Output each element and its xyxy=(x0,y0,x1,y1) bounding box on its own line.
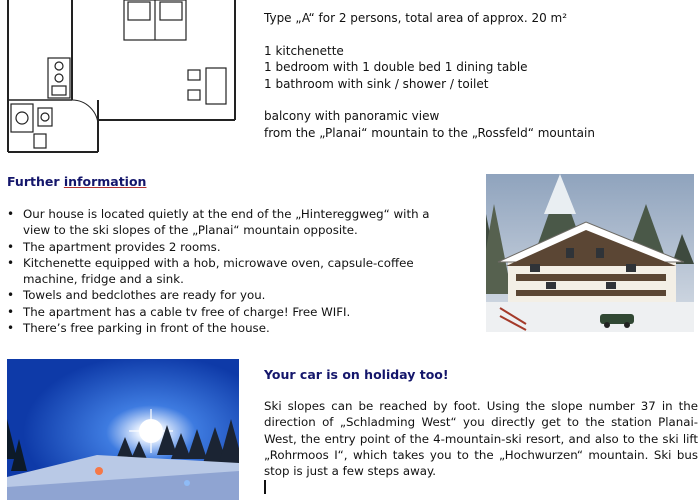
view-line: from the „Planai“ mountain to the „Rossfeld“ mountain xyxy=(264,125,595,140)
list-item: • There’s free parking in front of the house. xyxy=(7,320,447,336)
house-photo xyxy=(486,174,694,332)
further-information-list xyxy=(7,206,447,336)
heading-plain: Further xyxy=(7,174,64,189)
list-item: • Kitchenette equipped with a hob, microwave oven, capsule-coffee machine, fridge and a sink. xyxy=(7,255,447,288)
ski-slope-photo xyxy=(7,359,239,500)
list-item: • The apartment has a cable tv free of charge! Free WIFI. xyxy=(7,304,447,320)
apartment-description xyxy=(264,10,595,141)
room-item: 1 kitchenette xyxy=(264,43,344,58)
heading-underlined: information xyxy=(63,174,147,189)
room-item: 1 bedroom with 1 double bed 1 dining table xyxy=(264,60,528,74)
further-information-heading xyxy=(7,174,146,189)
list-item: • Our house is located quietly at the end of the „Hintereggweg“ with a view to the ski slopes of the „Planai“ mountain opposite. xyxy=(7,206,447,239)
list-item: • The apartment provides 2 rooms. xyxy=(7,239,447,255)
list-item: • Towels and bedclothes are ready for you. xyxy=(7,287,447,303)
apartment-type-line: Type „A“ for 2 persons, total area of approx. 20 m² xyxy=(264,11,568,25)
room-item: 1 bathroom with sink / shower / toilet xyxy=(264,76,489,91)
car-section-heading: Your car is on holiday too! xyxy=(264,367,449,382)
floor-plan-drawing xyxy=(6,0,240,156)
view-line: balcony with panoramic view xyxy=(264,109,440,123)
car-section-paragraph: Ski slopes can be reached by foot. Using the slope number 37 in the direction of „Schladming West“ you directly get to the station Planai-West, the entry point of the 4-mountain-ski resort, and also to the ski lift „Rohrmoos I“, which takes you to the „Hochwurzen“ mountain. Ski bus stop is just a few steps away. xyxy=(264,399,698,479)
text-cursor xyxy=(264,480,266,494)
